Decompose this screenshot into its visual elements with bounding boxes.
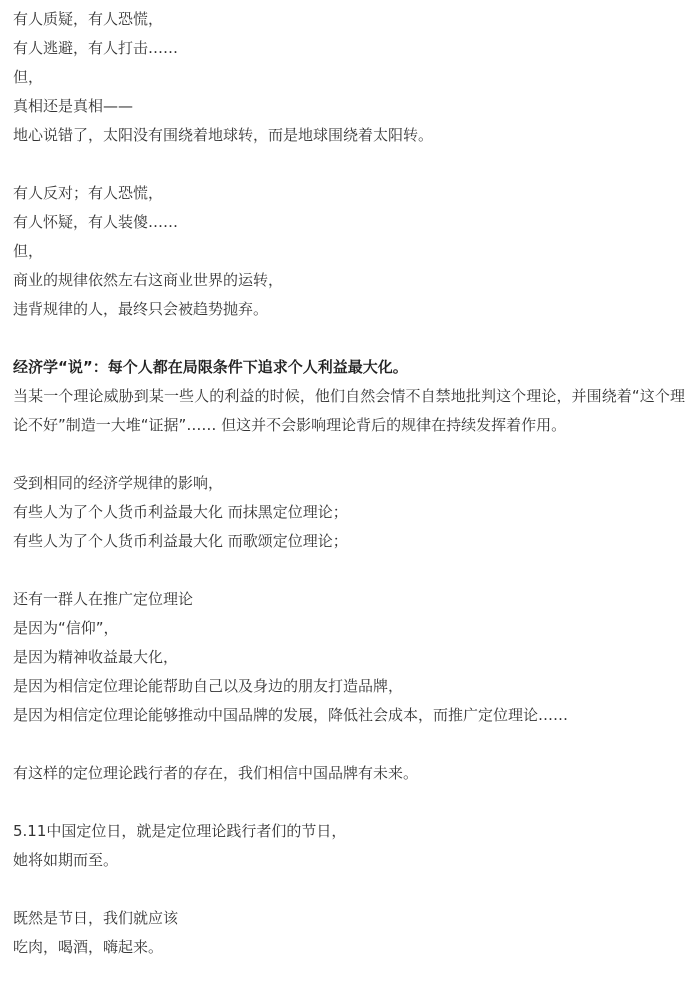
text-line: 但， (13, 242, 44, 260)
paragraph-gap (13, 730, 685, 759)
text-line: 有些人为了个人货币利益最大化 而歌颂定位理论； (13, 532, 348, 550)
paragraph-gap (13, 150, 685, 179)
text-line: 她将如期而至。 (13, 851, 119, 869)
economics-heading: 经济学“说”：每个人都在局限条件下追求个人利益最大化。 (13, 358, 408, 376)
economics-body: 当某一个理论威胁到某一些人的利益的时候，他们自然会情不自禁地批判这个理论，并围绕着“这个理论不好”制造一大堆“证据”…… 但这并不会影响理论背后的规律在持续发挥着作用。 (13, 387, 685, 434)
stanza-influence (13, 469, 685, 556)
text-line: 既然是节日，我们就应该 (13, 909, 179, 927)
text-line: 但， (13, 68, 44, 86)
paragraph-gap (13, 556, 685, 585)
stanza-promoters (13, 585, 685, 730)
paragraph-gap (13, 440, 685, 469)
text-line: 商业的规律依然左右这商业世界的运转， (13, 271, 284, 289)
text-line: 还有一群人在推广定位理论 (13, 590, 194, 608)
text-line: 有人质疑，有人恐慌， (13, 10, 164, 28)
paragraph-gap (13, 324, 685, 353)
text-line: 有人怀疑，有人装傻…… (13, 213, 179, 231)
stanza-business (13, 179, 685, 324)
article-body (13, 5, 685, 962)
text-line: 吃肉，喝酒，嗨起来。 (13, 938, 164, 956)
text-line: 有人反对；有人恐慌， (13, 184, 164, 202)
paragraph-gap (13, 875, 685, 904)
stanza-celebrate (13, 904, 685, 962)
stanza-future (13, 759, 685, 788)
text-line: 真相还是真相—— (13, 97, 134, 115)
text-line: 5.11中国定位日，就是定位理论践行者们的节日， (13, 822, 347, 840)
text-line: 地心说错了，太阳没有围绕着地球转，而是地球围绕着太阳转。 (13, 126, 434, 144)
text-line: 有些人为了个人货币利益最大化 而抹黑定位理论； (13, 503, 348, 521)
stanza-positioning-day (13, 817, 685, 875)
text-line: 受到相同的经济学规律的影响， (13, 474, 224, 492)
text-line: 是因为精神收益最大化， (13, 648, 179, 666)
text-line: 违背规律的人，最终只会被趋势抛弃。 (13, 300, 269, 318)
paragraph-gap (13, 788, 685, 817)
text-line: 有这样的定位理论践行者的存在，我们相信中国品牌有未来。 (13, 764, 419, 782)
stanza-economics (13, 353, 685, 440)
text-line: 是因为相信定位理论能够推动中国品牌的发展，降低社会成本，而推广定位理论…… (13, 706, 569, 724)
text-line: 是因为“信仰”， (13, 619, 119, 637)
text-line: 是因为相信定位理论能帮助自己以及身边的朋友打造品牌， (13, 677, 404, 695)
stanza-truth (13, 5, 685, 150)
text-line: 有人逃避，有人打击…… (13, 39, 179, 57)
